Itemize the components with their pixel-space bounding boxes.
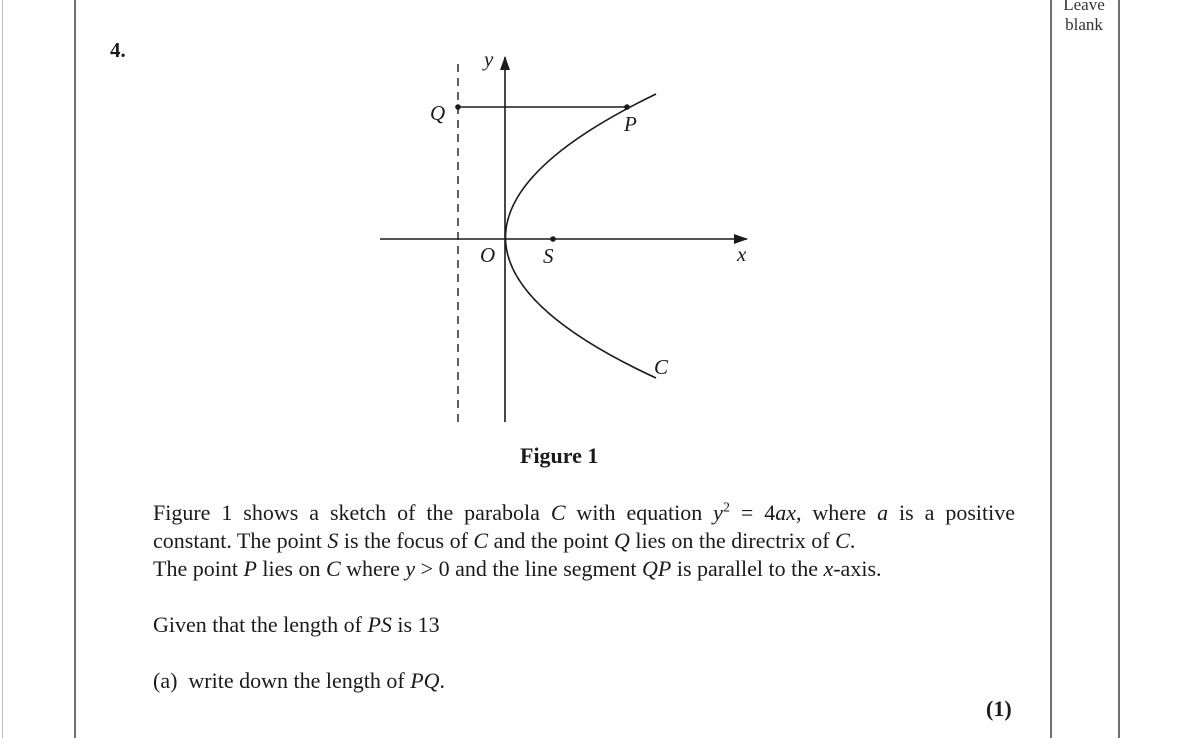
focus-label: S xyxy=(543,244,554,268)
leave-label: Leave xyxy=(1063,0,1105,14)
origin-label: O xyxy=(480,243,496,267)
question-text-line-1: Figure 1 shows a sketch of the parabola C with equation $y^2 = 4ax$, where a is a positive xyxy=(153,500,1015,525)
blank-label: blank xyxy=(1065,15,1103,34)
figure-caption: Figure 1 xyxy=(520,443,599,468)
question-number: 4. xyxy=(110,38,126,62)
question-text-line-3: The point P lies on C where y > 0 and the line segment QP is parallel to the x-axis. xyxy=(153,556,882,581)
point-p xyxy=(624,104,630,110)
marks-indicator: (1) xyxy=(986,696,1012,721)
p-label: P xyxy=(624,112,637,136)
given-statement: Given that the length of PS is 13 xyxy=(153,612,440,637)
point-q xyxy=(455,104,461,110)
part-a-label: (a) xyxy=(153,668,178,693)
part-a: (a) write down the length of PQ. xyxy=(153,668,446,693)
q-label: Q xyxy=(430,101,446,125)
y-axis-label: y xyxy=(484,47,494,71)
curve-label: C xyxy=(654,355,669,379)
point-s xyxy=(550,236,556,242)
parabola-curve xyxy=(506,94,657,378)
question-text-line-2: constant. The point S is the focus of C and the point Q lies on the directrix of C. xyxy=(153,528,856,553)
x-axis-label: x xyxy=(737,242,747,266)
